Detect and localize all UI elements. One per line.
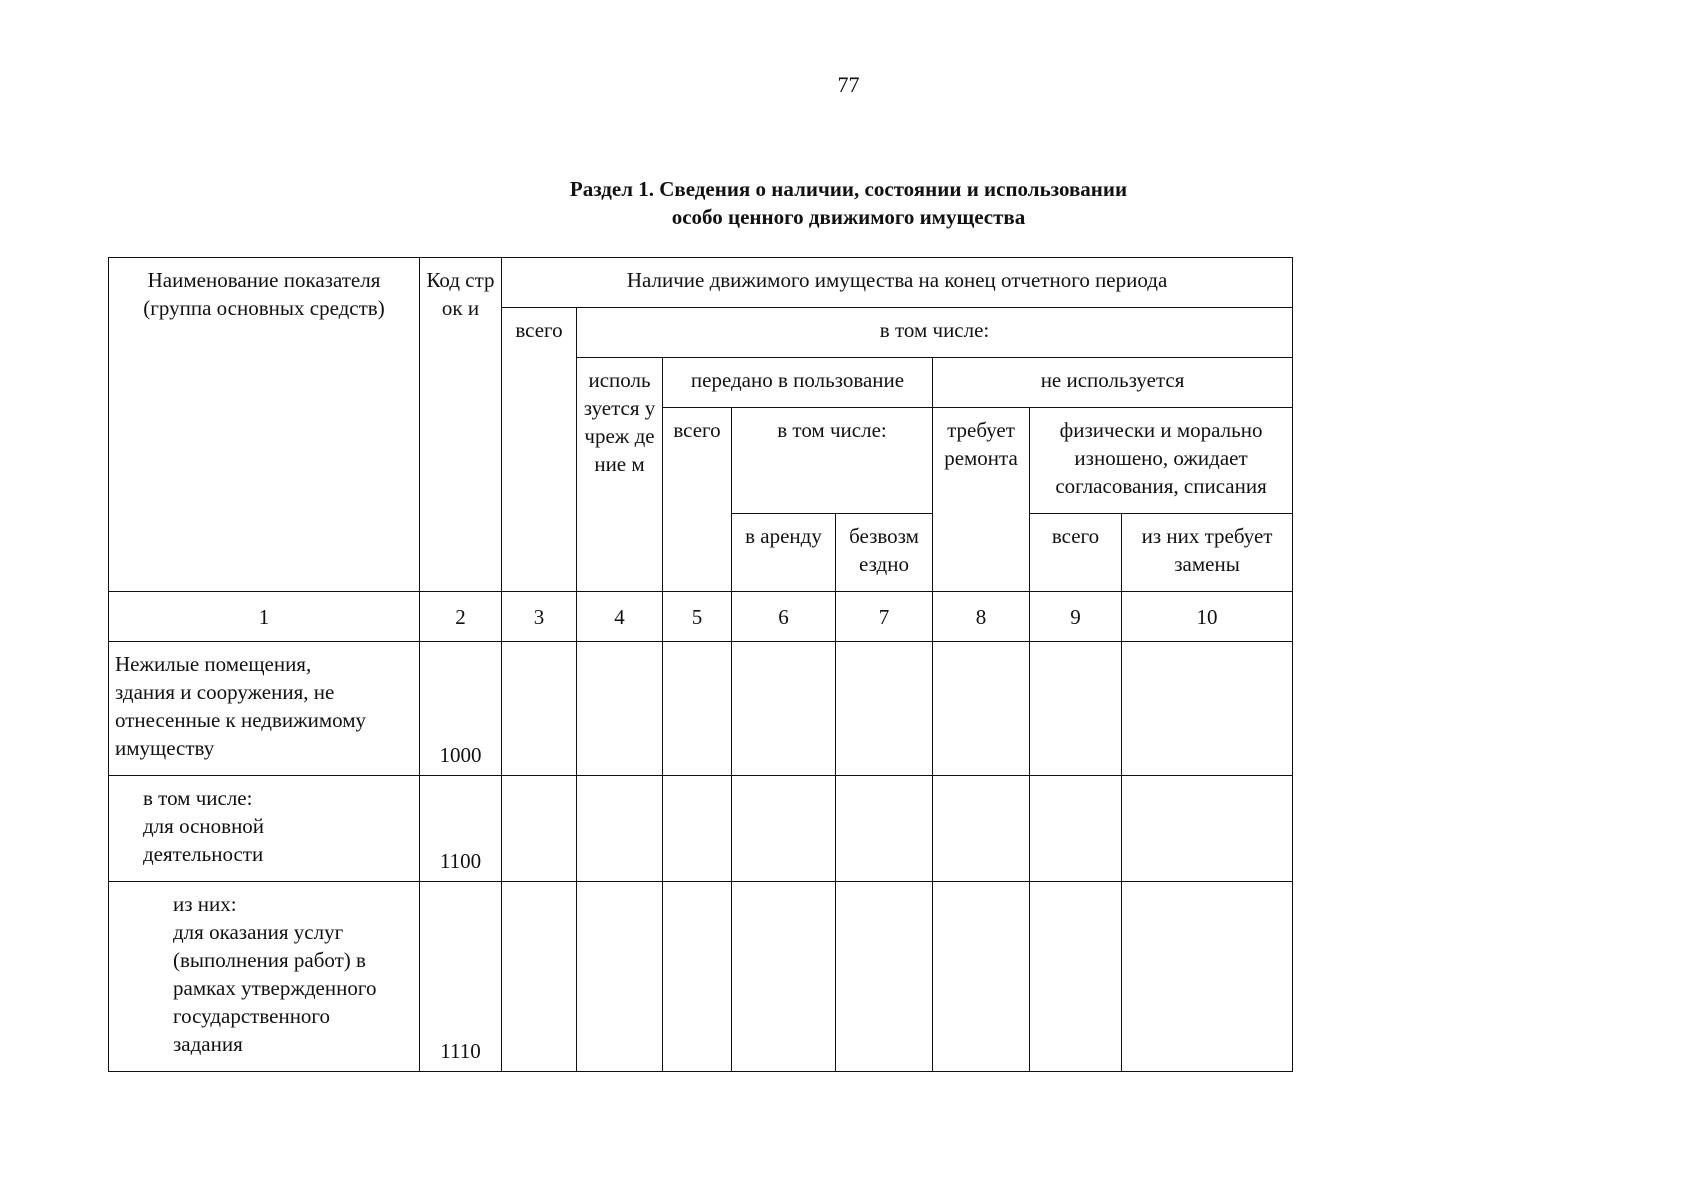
column-number: 8 [933,592,1030,642]
header-rent: в аренду [732,514,836,592]
data-cell [502,776,577,882]
column-number-row [109,592,1293,642]
data-cell [836,642,933,776]
column-number: 9 [1030,592,1122,642]
row-code: 1110 [420,882,502,1072]
header-not-used: не используется [933,358,1293,408]
data-cell [933,642,1030,776]
row-code: 1000 [420,642,502,776]
data-cell [933,882,1030,1072]
data-cell [502,882,577,1072]
data-cell [732,642,836,776]
header-availability: Наличие движимого имущества на конец отчетного периода [502,258,1293,308]
column-number: 7 [836,592,933,642]
column-number: 2 [420,592,502,642]
header-total: всего [502,308,577,592]
header-row-code: Код строк и [420,258,502,592]
header-worn-out: физически и морально изношено, ожидает согласования, списания [1030,408,1293,514]
column-number: 4 [577,592,663,642]
row-code: 1100 [420,776,502,882]
data-cell [1122,882,1293,1072]
data-cell [1030,642,1122,776]
table-row [109,642,1293,776]
column-number: 3 [502,592,577,642]
column-number: 10 [1122,592,1293,642]
table-row [109,882,1293,1072]
data-cell [1122,642,1293,776]
row-name: Нежилые помещения, здания и сооружения, не отнесенные к недвижимому имуществу [109,642,420,776]
header-free-of-charge: безвозм ездно [836,514,933,592]
data-cell [836,882,933,1072]
header-including: в том числе: [577,308,1293,358]
section-title [0,175,1697,231]
row-name: в том числе: для основной деятельности [109,776,420,882]
data-cell [1030,882,1122,1072]
header-indicator-name: Наименование показателя (группа основных средств) [109,258,420,592]
header-transferred: передано в пользование [663,358,933,408]
column-number: 5 [663,592,732,642]
data-cell [1122,776,1293,882]
data-cell [577,642,663,776]
data-cell [663,642,732,776]
header-requires-replacement: из них требует замены [1122,514,1293,592]
column-number: 6 [732,592,836,642]
header-used-by-institution: исполь зуется учреж дение м [577,358,663,592]
page-number: 77 [837,72,860,97]
data-cell [836,776,933,882]
data-cell [663,882,732,1072]
data-cell [732,776,836,882]
table-row [109,776,1293,882]
header-transferred-total: всего [663,408,732,592]
data-cell [663,776,732,882]
data-cell [732,882,836,1072]
data-cell [502,642,577,776]
section-title-line-1: Раздел 1. Сведения о наличии, состоянии и использовании [569,177,1128,201]
header-requires-repair: требует ремонта [933,408,1030,592]
data-cell [1030,776,1122,882]
header-worn-total: всего [1030,514,1122,592]
header-transferred-including: в том числе: [732,408,933,514]
column-number: 1 [109,592,420,642]
section-title-line-2: особо ценного движимого имущества [671,205,1026,229]
data-cell [577,776,663,882]
data-cell [577,882,663,1072]
property-table [108,257,1293,1072]
data-cell [933,776,1030,882]
row-name: из них: для оказания услуг (выполнения работ) в рамках утвержденного государственного задания [109,882,420,1072]
